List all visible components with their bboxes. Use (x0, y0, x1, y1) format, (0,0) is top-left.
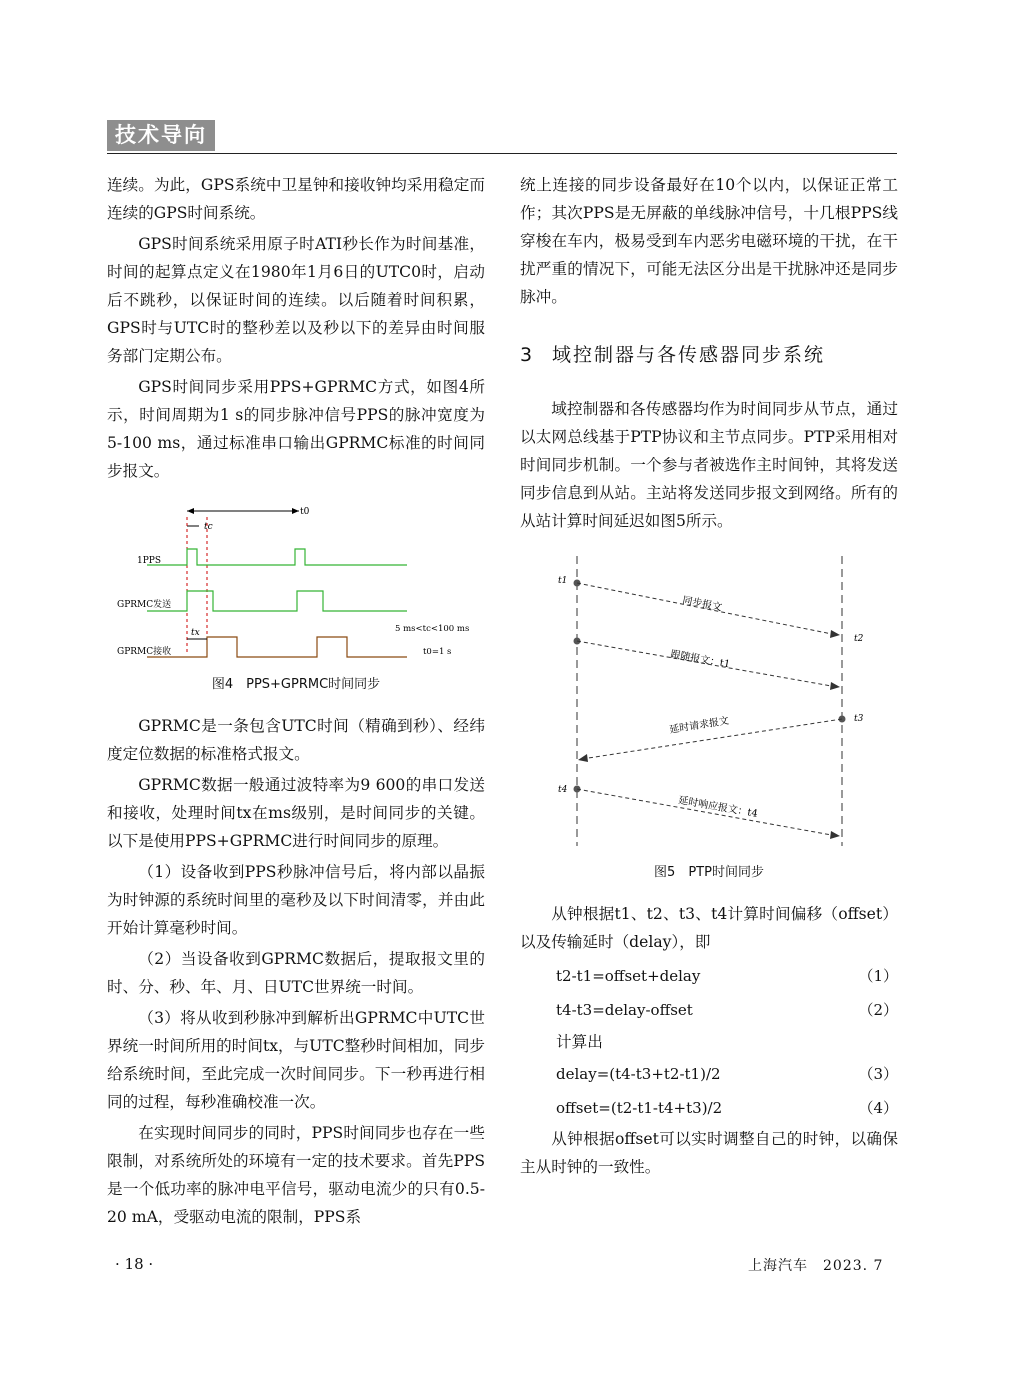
gprmc-send-waveform (147, 591, 407, 611)
gprmc-send-label: GPRMC发送 (117, 600, 172, 610)
delay-resp-arrow-head (830, 831, 840, 839)
t0-arrow-head-right (292, 508, 299, 514)
tc-label: tc (204, 522, 213, 532)
sync-label: 同步报文 (681, 595, 723, 614)
section-number: 3 (520, 344, 535, 366)
paragraph: 从钟根据t1、t2、t3、t4计算时间偏移（offset）以及传输延时（delay），即 (520, 905, 898, 951)
journal-issue: 上海汽车 2023. 7 (748, 1258, 884, 1274)
equation-expr: t2-t1=offset+delay (556, 967, 701, 985)
paragraph: 在实现时间同步的同时，PPS时间同步也存在一些限制，对系统所处的环境有一定的技术要求。首先PPS是一个低功率的脉冲电平信号，驱动电流少的只有0.5-20 mA，受驱动电流的限制，PPS系 (107, 1124, 485, 1226)
follow-label: 跟随报文：t1 (669, 649, 731, 671)
equation-expr: delay=(t4-t3+t2-t1)/2 (556, 1065, 721, 1083)
equation-number: （3） (858, 1065, 898, 1083)
delay-req-label: 延时请求报文 (668, 715, 730, 736)
t0-arrow-head-left (187, 508, 194, 514)
ptp-sync-diagram (520, 551, 898, 851)
equation-number: （2） (858, 1001, 898, 1019)
gprmc-recv-waveform (147, 637, 407, 657)
t4-label: t4 (558, 785, 568, 795)
equation-number: （4） (858, 1099, 898, 1117)
pps-waveform (147, 549, 407, 565)
page-number: · 18 · (115, 1255, 154, 1273)
paragraph: （3）将从收到秒脉冲到解析出GPRMC中UTC世界统一时间所用的时间tx，与UTC整秒时间相加，同步给系统时间，至此完成一次时间同步。下一秒再进行相同的过程，每秒准确校准一次。 (107, 1009, 486, 1111)
equation-number: （1） (858, 967, 898, 985)
period-label: t0=1 s (423, 647, 452, 657)
paragraph: GPRMC是一条包含UTC时间（精确到秒）、经纬度定位数据的标准格式报文。 (107, 717, 485, 763)
equation-1 (520, 959, 898, 993)
section-title: 域控制器与各传感器同步系统 (552, 344, 826, 366)
t3-label: t3 (854, 714, 864, 724)
paragraph: （1）设备收到PPS秒脉冲信号后，将内部以晶振为时钟源的系统时间里的毫秒及以下时间清零，并由此开始计算毫秒时间。 (107, 863, 485, 937)
paragraph: 从钟根据offset可以实时调整自己的时钟，以确保主从时钟的一致性。 (520, 1130, 898, 1176)
follow-arrow-head (830, 682, 840, 690)
delay-req-arrow-head (578, 754, 588, 762)
figure-4-caption: 图4 PPS+GPRMC时间同步 (211, 677, 381, 692)
t1-label: t1 (558, 576, 568, 586)
equation-3 (520, 1057, 898, 1091)
figure-5 (520, 551, 898, 851)
right-column (520, 171, 898, 1184)
paragraph: GPRMC数据一般通过波特率为9 600的串口发送和接收，处理时间tx在ms级别，是时间同步的关键。以下是使用PPS+GPRMC进行时间同步的原理。 (107, 776, 485, 850)
figure-5-caption: 图5 PTP时间同步 (654, 865, 764, 880)
equation-4 (520, 1091, 898, 1125)
delay-resp-label: 延时响应报文：t4 (677, 795, 759, 820)
section-heading (520, 341, 898, 369)
paragraph: 连续。为此，GPS系统中卫星钟和接收钟均采用稳定而连续的GPS时间系统。 (107, 176, 485, 222)
calc-label: 计算出 (556, 1033, 603, 1051)
t2-label: t2 (854, 634, 864, 644)
paragraph: GPS时间系统采用原子时ATI秒长作为时间基准，时间的起算点定义在1980年1月6日的UTC0时，启动后不跳秒，以保证时间的连续。以后随着时间积累，GPS时与UTC时的整秒差以及秒以下的差异由时间服务部门定期公布。 (107, 235, 485, 365)
paragraph: 域控制器和各传感器均作为时间同步从节点，通过以太网总线基于PTP协议和主节点同步。PTP采用相对时间同步机制。一个参与者被选作主时间钟，其将发送同步信息到从站。主站将发送同步报文到网络。所有的从站计算时间延迟如图5所示。 (520, 400, 898, 530)
left-column (107, 171, 485, 1234)
paragraph: （2）当设备收到GPRMC数据后，提取报文里的时、分、秒、年、月、日UTC世界统一时间。 (107, 950, 485, 996)
section-tag: 技术导向 (107, 120, 215, 151)
equation-2 (520, 993, 898, 1027)
tx-label: tx (191, 628, 200, 638)
gprmc-recv-label: GPRMC接收 (117, 647, 172, 657)
sync-arrow-head (830, 630, 840, 638)
pps-gprmc-timing-diagram (107, 499, 485, 669)
equation-expr: t4-t3=delay-offset (556, 1001, 693, 1019)
figure-4 (107, 499, 485, 669)
pps-label: 1PPS (137, 556, 162, 566)
paragraph: GPS时间同步采用PPS+GPRMC方式，如图4所示，时间周期为1 s的同步脉冲信号PPS的脉冲宽度为5-100 ms，通过标准串口输出GPRMC标准的时间同步报文。 (107, 378, 485, 480)
paragraph: 统上连接的同步设备最好在10个以内，以保证正常工作；其次PPS是无屏蔽的单线脉冲信号，十几根PPS线穿梭在车内，极易受到车内恶劣电磁环境的干扰，在干扰严重的情况下，可能无法区分出是干扰脉冲还是同步脉冲。 (520, 176, 898, 306)
delay-resp-arrow (577, 789, 837, 836)
t0-label: t0 (300, 507, 310, 517)
equation-expr: offset=(t2-t1-t4+t3)/2 (556, 1099, 723, 1117)
tc-range-label: 5 ms<tc<100 ms (395, 624, 470, 634)
header-rule (107, 153, 897, 154)
